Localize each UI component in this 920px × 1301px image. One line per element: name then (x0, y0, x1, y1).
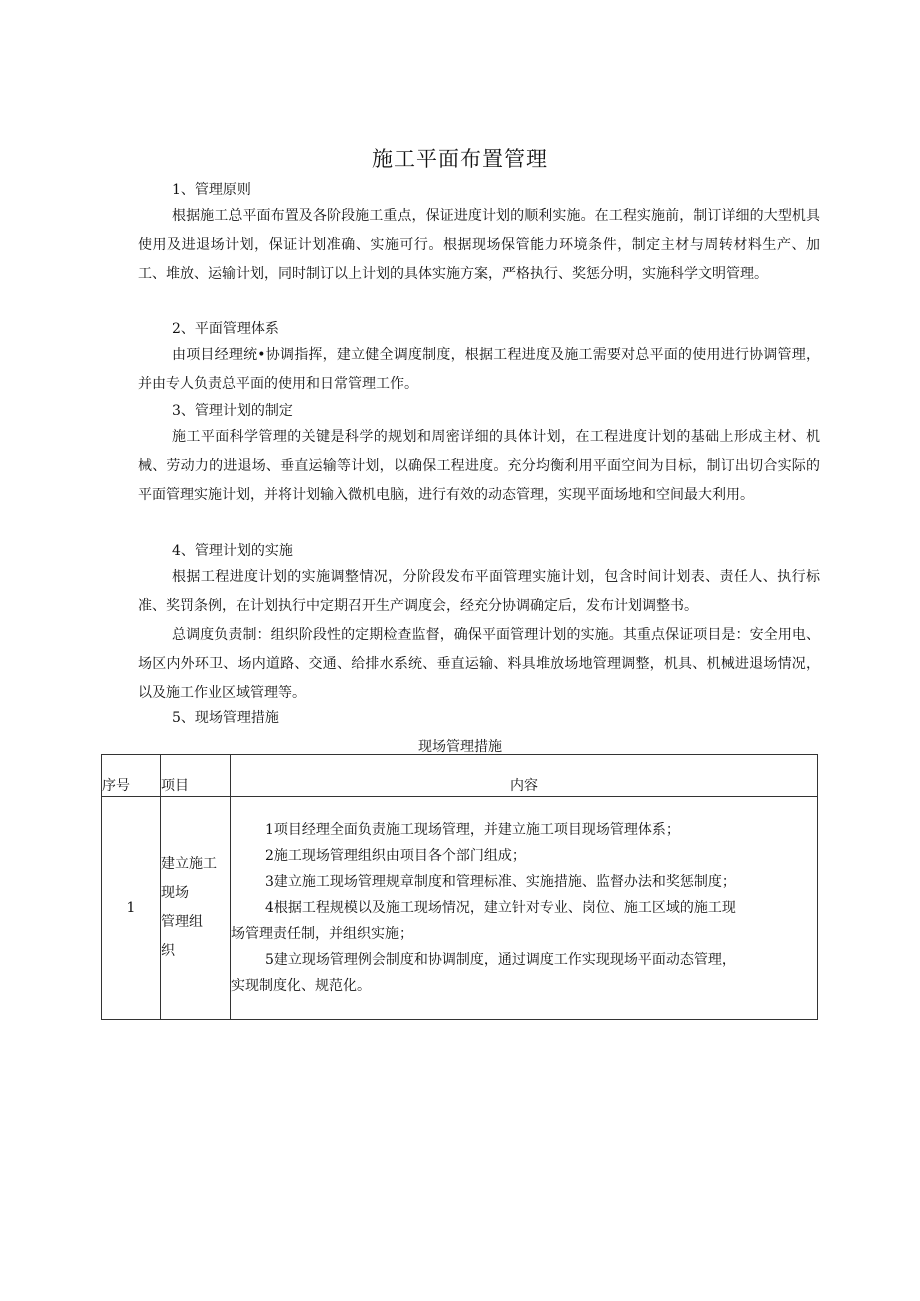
header-content: 内容 (231, 755, 818, 797)
item-line: 织 (161, 943, 175, 959)
section-heading-plan-making: 3、管理计划的制定 (172, 403, 293, 419)
item-line: 建立施工 (161, 856, 217, 872)
section-paragraph: 施工平面科学管理的关键是科学的规划和周密详细的具体计划，在工程进度计划的基础上形成主材、机械、劳动力的进退场、垂直运输等计划，以确保工程进度。充分均衡利用平面空间为目标，制订出切合实际的平面管理实施计划，并将计划输入微机电脑，进行有效的动态管理，实现平面场地和空间最大利用。 (138, 429, 820, 503)
section-heading-site-measures: 5、现场管理措施 (172, 710, 279, 726)
content-line: 场管理责任制，并组织实施； (231, 926, 413, 942)
site-measures-table (101, 754, 818, 1020)
table-caption: 现场管理措施 (418, 739, 502, 755)
item-line: 管理组 (161, 914, 203, 930)
table-header-row (102, 755, 818, 797)
section-paragraph: 根据施工总平面布置及各阶段施工重点，保证进度计划的顺利实施。在工程实施前，制订详细的大型机具使用及进退场计划，保证计划准确、实施可行。根据现场保管能力环境条件，制定主材与周转材料生产、加工、堆放、运输计划，同时制订以上计划的具体实施方案，严格执行、奖惩分明，实施科学文明管理。 (138, 208, 820, 282)
section-paragraph: 总调度负责制：组织阶段性的定期检查监督，确保平面管理计划的实施。其重点保证项目是：安全用电、场区内外环卫、场内道路、交通、给排水系统、垂直运输、料具堆放场地管理调整，机具、机械进退场情况，以及施工作业区域管理等。 (138, 627, 820, 701)
header-item: 项目 (161, 755, 231, 797)
section-paragraph: 由项目经理统•协调指挥，建立健全调度制度，根据工程进度及施工需要对总平面的使用进行协调管理，并由专人负责总平面的使用和日常管理工作。 (138, 347, 820, 392)
header-seq: 序号 (102, 755, 161, 797)
section-paragraph: 根据工程进度计划的实施调整情况，分阶段发布平面管理实施计划，包含时间计划表、责任人、执行标准、奖罚条例，在计划执行中定期召开生产调度会，经充分协调确定后，发布计划调整书。 (138, 569, 820, 614)
table-row (102, 797, 818, 1020)
content-line: 2施工现场管理组织由项目各个部门组成； (265, 848, 526, 864)
content-line: 4根据工程规模以及施工现场情况，建立针对专业、岗位、施工区域的施工现 (265, 900, 736, 916)
item-line: 现场 (161, 885, 189, 901)
row-item (161, 797, 231, 1020)
page-title: 施工平面布置管理 (372, 147, 548, 171)
content-line: 3建立施工现场管理规章制度和管理标准、实施措施、监督办法和奖惩制度； (265, 874, 736, 890)
section-heading-system: 2、平面管理体系 (172, 321, 279, 337)
content-line: 1项目经理全面负责施工现场管理，并建立施工项目现场管理体系； (265, 822, 680, 838)
content-line: 5建立现场管理例会制度和协调制度，通过调度工作实现现场平面动态管理， (265, 952, 736, 968)
section-heading-principles: 1、管理原则 (172, 182, 251, 198)
row-content (231, 797, 818, 1020)
row-seq: 1 (102, 797, 161, 1020)
section-heading-plan-implementation: 4、管理计划的实施 (172, 543, 293, 559)
content-line: 实现制度化、规范化。 (231, 978, 371, 994)
